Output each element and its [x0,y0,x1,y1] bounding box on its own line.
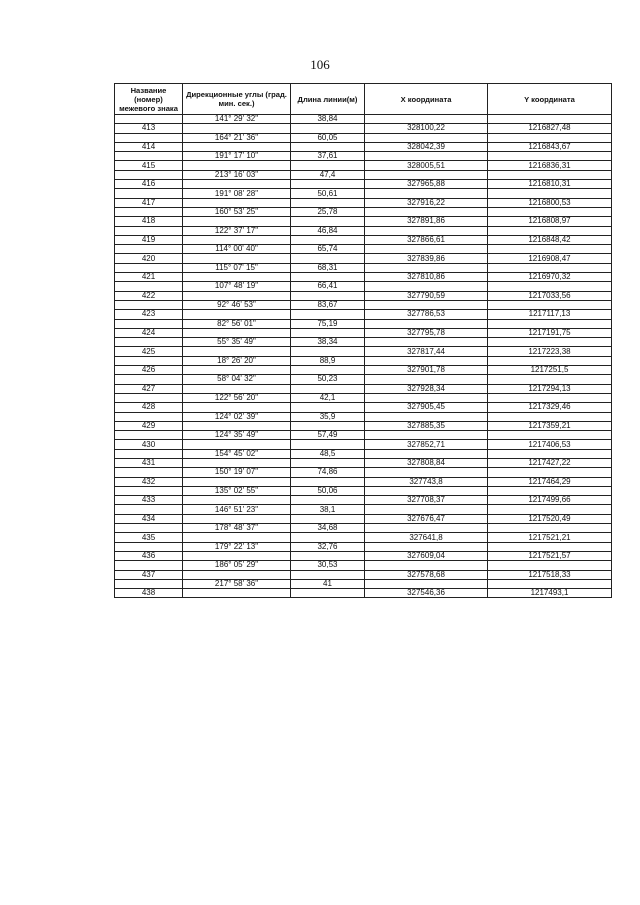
point-row [115,533,612,542]
line-length-cell: 50,23 [291,375,365,384]
point-row [115,235,612,244]
mark-name-cell: 426 [115,366,183,375]
x-coordinate-cell: 327708,37 [365,496,488,505]
line-length-cell: 57,49 [291,431,365,440]
x-coordinate-cell: 327901,78 [365,366,488,375]
mark-name-cell: 431 [115,458,183,467]
direction-angle-cell: 107° 48' 19" [183,282,291,291]
segment-row [115,115,612,124]
direction-angle-cell: 58° 04' 32" [183,375,291,384]
mark-name-cell: 418 [115,217,183,226]
y-coordinate-cell: 1217427,22 [488,458,612,467]
x-coordinate-cell: 327817,44 [365,347,488,356]
segment-row [115,561,612,570]
direction-angle-cell: 114° 00' 40" [183,245,291,254]
x-coordinate-cell: 328042,39 [365,142,488,151]
y-coordinate-cell: 1217520,49 [488,514,612,523]
segment-row [115,152,612,161]
y-coordinate-cell: 1217518,33 [488,570,612,579]
segment-row [115,375,612,384]
line-length-cell: 38,84 [291,115,365,124]
point-row [115,291,612,300]
segment-row [115,300,612,309]
y-coordinate-cell: 1217033,56 [488,291,612,300]
point-row [115,161,612,170]
direction-angle-cell: 55° 35' 49" [183,338,291,347]
mark-name-cell: 421 [115,273,183,282]
x-coordinate-cell: 327743,8 [365,477,488,486]
point-row [115,328,612,337]
direction-angle-cell: 115° 07' 15" [183,263,291,272]
segment-row [115,189,612,198]
line-length-cell: 37,61 [291,152,365,161]
x-coordinate-cell: 327928,34 [365,384,488,393]
mark-name-cell: 423 [115,310,183,319]
y-coordinate-cell: 1216827,48 [488,124,612,133]
table-body [115,115,612,598]
line-length-cell: 41 [291,579,365,588]
line-length-cell: 30,53 [291,561,365,570]
line-length-cell: 74,86 [291,468,365,477]
point-row [115,273,612,282]
x-coordinate-cell: 327905,45 [365,403,488,412]
segment-row [115,449,612,458]
x-coordinate-cell: 327786,53 [365,310,488,319]
direction-angle-cell: 150° 19' 07" [183,468,291,477]
y-coordinate-cell: 1217406,53 [488,440,612,449]
x-coordinate-cell: 327839,86 [365,254,488,263]
segment-row [115,505,612,514]
direction-angle-cell: 191° 17' 10" [183,152,291,161]
mark-name-cell: 414 [115,142,183,151]
point-row [115,384,612,393]
point-row [115,142,612,151]
line-length-cell: 32,76 [291,542,365,551]
y-coordinate-cell: 1217499,66 [488,496,612,505]
direction-angle-cell: 164° 21' 36" [183,133,291,142]
segment-row [115,431,612,440]
point-row [115,496,612,505]
line-length-cell: 34,68 [291,524,365,533]
line-length-cell: 65,74 [291,245,365,254]
direction-angle-cell: 124° 35' 49" [183,431,291,440]
line-length-cell: 66,41 [291,282,365,291]
direction-angle-cell: 92° 46' 53" [183,300,291,309]
direction-angle-cell: 82° 56' 01" [183,319,291,328]
y-coordinate-cell: 1217223,38 [488,347,612,356]
line-length-cell: 50,06 [291,486,365,495]
header-x-coordinate: X координата [365,84,488,115]
y-coordinate-cell: 1217117,13 [488,310,612,319]
mark-name-cell: 434 [115,514,183,523]
mark-name-cell: 436 [115,551,183,560]
x-coordinate-cell: 327578,68 [365,570,488,579]
header-direction-angle: Дирекционные углы (град. мин. сек.) [183,84,291,115]
y-coordinate-cell: 1217464,29 [488,477,612,486]
direction-angle-cell: 217° 58' 36" [183,579,291,588]
table-header-row [115,84,612,115]
header-line-length: Длина линии(м) [291,84,365,115]
direction-angle-cell: 178° 48' 37" [183,524,291,533]
line-length-cell: 48,5 [291,449,365,458]
line-length-cell: 35,9 [291,412,365,421]
mark-name-cell: 432 [115,477,183,486]
line-length-cell: 38,34 [291,338,365,347]
point-row [115,124,612,133]
line-length-cell: 47,4 [291,170,365,179]
x-coordinate-cell: 328005,51 [365,161,488,170]
y-coordinate-cell: 1216848,42 [488,235,612,244]
mark-name-cell: 435 [115,533,183,542]
mark-name-cell: 424 [115,328,183,337]
mark-name-cell: 430 [115,440,183,449]
y-coordinate-cell: 1217329,46 [488,403,612,412]
segment-row [115,579,612,588]
mark-name-cell: 417 [115,198,183,207]
x-coordinate-cell: 328100,22 [365,124,488,133]
line-length-cell: 68,31 [291,263,365,272]
point-row [115,477,612,486]
y-coordinate-cell: 1217251,5 [488,366,612,375]
mark-name-cell: 427 [115,384,183,393]
direction-angle-cell: 141° 29' 32" [183,115,291,124]
x-coordinate-cell: 327965,88 [365,180,488,189]
direction-angle-cell: 160° 53' 25" [183,207,291,216]
y-coordinate-cell: 1216843,67 [488,142,612,151]
x-coordinate-cell: 327916,22 [365,198,488,207]
mark-name-cell: 429 [115,421,183,430]
x-coordinate-cell: 327810,86 [365,273,488,282]
mark-name-cell: 413 [115,124,183,133]
y-coordinate-cell: 1216810,31 [488,180,612,189]
point-row [115,366,612,375]
direction-angle-cell: 213° 16' 03" [183,170,291,179]
point-row [115,440,612,449]
point-row [115,198,612,207]
direction-angle-cell: 191° 08' 28" [183,189,291,198]
direction-angle-cell: 135° 02' 55" [183,486,291,495]
segment-row [115,486,612,495]
line-length-cell: 25,78 [291,207,365,216]
line-length-cell: 38,1 [291,505,365,514]
point-row [115,347,612,356]
segment-row [115,133,612,142]
direction-angle-cell: 186° 05' 29" [183,561,291,570]
point-row [115,589,612,598]
direction-angle-cell: 18° 26' 20" [183,356,291,365]
mark-name-cell: 428 [115,403,183,412]
y-coordinate-cell: 1217521,57 [488,551,612,560]
line-length-cell: 46,84 [291,226,365,235]
header-y-coordinate: Y координата [488,84,612,115]
x-coordinate-cell: 327641,8 [365,533,488,542]
segment-row [115,412,612,421]
direction-angle-cell: 179° 22' 13" [183,542,291,551]
x-coordinate-cell: 327546,36 [365,589,488,598]
segment-row [115,338,612,347]
x-coordinate-cell: 327609,04 [365,551,488,560]
point-row [115,217,612,226]
segment-row [115,356,612,365]
segment-row [115,393,612,402]
x-coordinate-cell: 327885,35 [365,421,488,430]
point-row [115,254,612,263]
segment-row [115,170,612,179]
line-length-cell: 50,61 [291,189,365,198]
direction-angle-cell: 124° 02' 39" [183,412,291,421]
mark-name-cell: 420 [115,254,183,263]
mark-name-cell: 425 [115,347,183,356]
y-coordinate-cell: 1216908,47 [488,254,612,263]
direction-angle-cell: 154° 45' 02" [183,449,291,458]
direction-angle-cell: 122° 56' 20" [183,393,291,402]
point-row [115,570,612,579]
x-coordinate-cell: 327676,47 [365,514,488,523]
x-coordinate-cell: 327795,78 [365,328,488,337]
point-row [115,421,612,430]
x-coordinate-cell: 327790,59 [365,291,488,300]
x-coordinate-cell: 327891,86 [365,217,488,226]
mark-name-cell: 422 [115,291,183,300]
point-row [115,514,612,523]
x-coordinate-cell: 327808,84 [365,458,488,467]
line-length-cell: 83,67 [291,300,365,309]
header-mark-name: Название (номер) межевого знака [115,84,183,115]
point-row [115,458,612,467]
y-coordinate-cell: 1217294,13 [488,384,612,393]
line-length-cell: 88,9 [291,356,365,365]
x-coordinate-cell: 327866,61 [365,235,488,244]
segment-row [115,319,612,328]
y-coordinate-cell: 1216836,31 [488,161,612,170]
segment-row [115,263,612,272]
mark-name-cell: 438 [115,589,183,598]
point-row [115,551,612,560]
line-length-cell: 42,1 [291,393,365,402]
segment-row [115,282,612,291]
page-number: 106 [310,57,330,72]
segment-row [115,542,612,551]
boundary-marks-table [114,83,612,598]
mark-name-cell: 433 [115,496,183,505]
point-row [115,180,612,189]
segment-row [115,468,612,477]
segment-row [115,245,612,254]
y-coordinate-cell: 1217191,75 [488,328,612,337]
y-coordinate-cell: 1216808,97 [488,217,612,226]
y-coordinate-cell: 1217521,21 [488,533,612,542]
line-length-cell: 60,05 [291,133,365,142]
direction-angle-cell: 122° 37' 17" [183,226,291,235]
direction-angle-cell: 146° 51' 23" [183,505,291,514]
line-length-cell: 75,19 [291,319,365,328]
mark-name-cell: 416 [115,180,183,189]
point-row [115,310,612,319]
segment-row [115,207,612,216]
segment-row [115,524,612,533]
point-row [115,403,612,412]
segment-row [115,226,612,235]
mark-name-cell: 437 [115,570,183,579]
mark-name-cell: 415 [115,161,183,170]
y-coordinate-cell: 1217493,1 [488,589,612,598]
mark-name-cell: 419 [115,235,183,244]
y-coordinate-cell: 1216970,32 [488,273,612,282]
y-coordinate-cell: 1217359,21 [488,421,612,430]
x-coordinate-cell: 327852,71 [365,440,488,449]
y-coordinate-cell: 1216800,53 [488,198,612,207]
